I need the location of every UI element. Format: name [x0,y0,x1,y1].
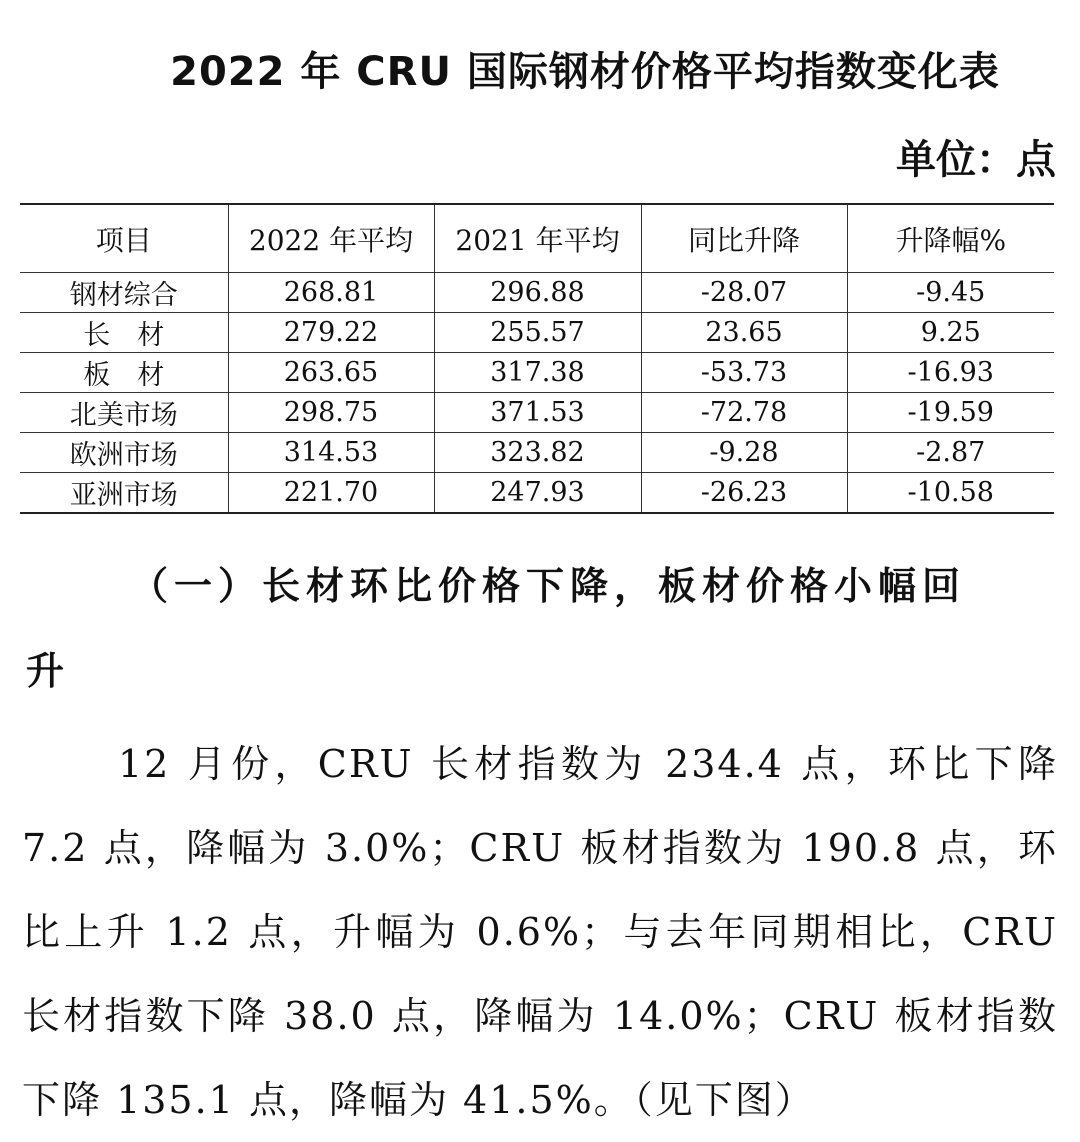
column-header: 2021 年平均 [434,204,641,273]
table-cell: -9.45 [847,273,1054,313]
table-cell: 221.70 [228,473,434,514]
price-index-table [20,203,1054,514]
table-cell: -26.23 [641,473,847,514]
table-cell: -53.73 [641,353,847,393]
table-cell: -9.28 [641,433,847,473]
table-cell: 298.75 [228,393,434,433]
table-cell: 268.81 [228,273,434,313]
table-row [20,353,1054,393]
table-cell: 247.93 [434,473,641,514]
table-cell: 钢材综合 [20,273,228,313]
section-heading: （一）长材环比价格下降，板材价格小幅回 [130,564,967,608]
column-header: 升降幅% [847,204,1054,273]
table-row [20,393,1054,433]
table-header-row [20,204,1054,273]
table-cell: 323.82 [434,433,641,473]
table-cell: 北美市场 [20,393,228,433]
table-row [20,433,1054,473]
table-cell: 长 材 [20,313,228,353]
table-cell: 亚洲市场 [20,473,228,514]
table-cell: 9.25 [847,313,1054,353]
table-title: 2022 年 CRU 国际钢材价格平均指数变化表 [170,49,1000,95]
unit-label: 单位：点 [896,137,1056,183]
table-row [20,313,1054,353]
table-cell: 255.57 [434,313,641,353]
column-header: 2022 年平均 [228,204,434,273]
table-row [20,473,1054,514]
table-cell: 317.38 [434,353,641,393]
table-cell: 263.65 [228,353,434,393]
table-cell: 23.65 [641,313,847,353]
table-cell: -10.58 [847,473,1054,514]
table-cell: 279.22 [228,313,434,353]
table-cell: 296.88 [434,273,641,313]
table-cell: -19.59 [847,393,1054,433]
table-cell: -28.07 [641,273,847,313]
table-row [20,273,1054,313]
table-cell: 314.53 [228,433,434,473]
table-cell: -16.93 [847,353,1054,393]
body-paragraph: 12 月份，CRU 长材指数为 234.4 点，环比下降 7.2 点，降幅为 3.0%；CRU 板材指数为 190.8 点，环比上升 1.2 点，升幅为 0.6%；与去年同期相比，CRU 长材指数下降 38.0 点，降幅为 14.0%；CRU 板材指数下降 135.1 点，降幅为 41.5%。（见下图） [22,742,1058,1122]
section-heading-continuation: 升 [26,649,65,693]
table-cell: -72.78 [641,393,847,433]
table-cell: 371.53 [434,393,641,433]
table-cell: -2.87 [847,433,1054,473]
table-cell: 板 材 [20,353,228,393]
table-cell: 欧洲市场 [20,433,228,473]
column-header: 同比升降 [641,204,847,273]
column-header: 项目 [20,204,228,273]
